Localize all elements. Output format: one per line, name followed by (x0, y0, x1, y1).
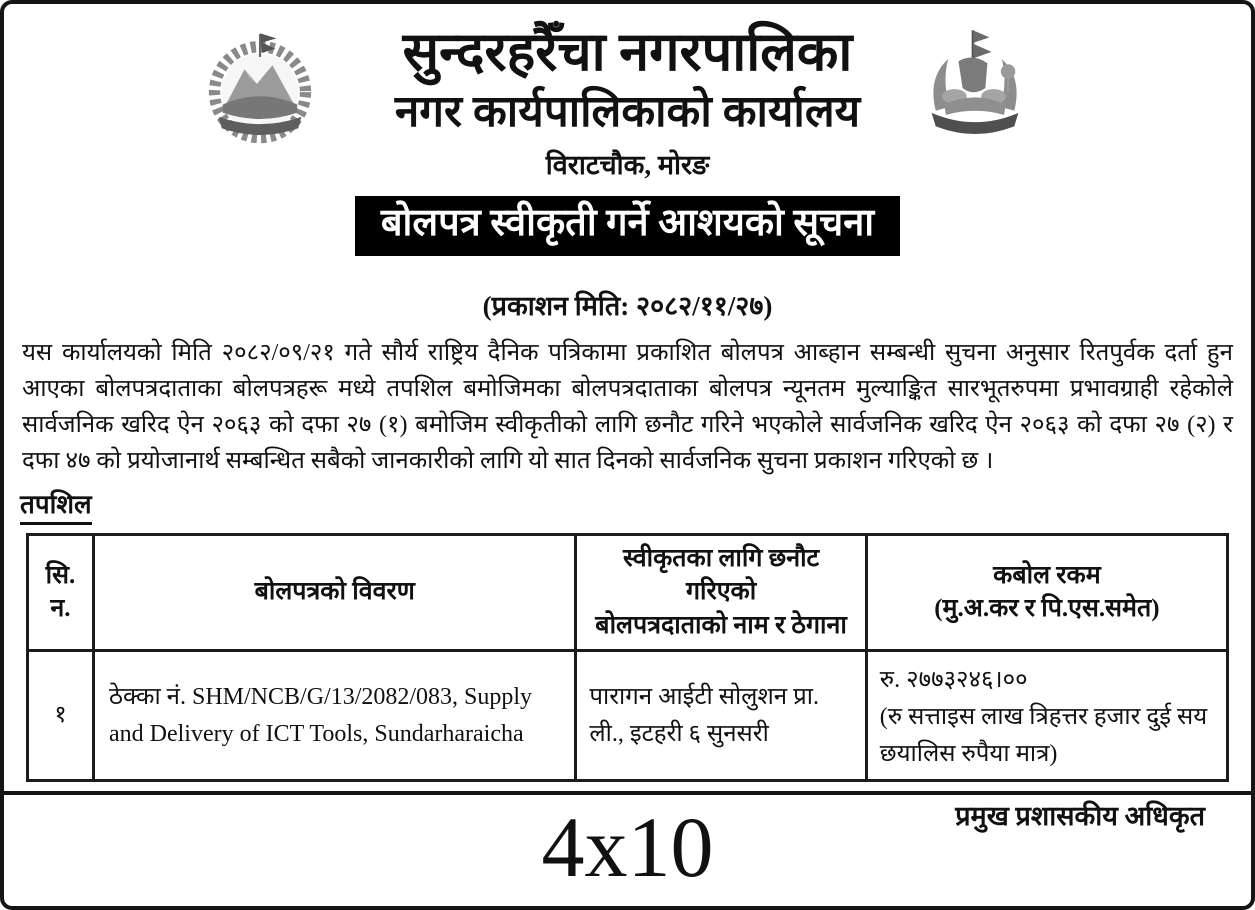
row-amount (866, 650, 1227, 781)
header-amount-line1: कबोल रकम (993, 561, 1101, 589)
print-size-mark: 4x10 (541, 799, 714, 895)
row-amount-words: (रु सत्ताइस लाख त्रिहत्तर हजार दुई सय छयालिस रुपैया मात्र) (879, 704, 1208, 768)
row-amount-figure: रु. २७७३२४६।०० (879, 666, 1028, 693)
notice-header (20, 24, 1235, 256)
header-sn (28, 534, 94, 650)
publication-date: (प्रकाशन मिति: २०८२/११/२७) (482, 290, 773, 321)
office-address: विराटचौक, मोरङ (545, 149, 710, 180)
header-sn-line1: सि. (45, 561, 76, 589)
bid-table (26, 533, 1229, 783)
details-label: तपशिल (20, 485, 92, 525)
header-bidder-line1: स्वीकृतका लागि छनौट गरिएको (622, 544, 820, 606)
municipality-name-title: सुन्दरहरैँचा नगरपालिका (402, 22, 853, 82)
header-description: बोलपत्रको विवरण (94, 534, 576, 650)
nepal-emblem-logo-icon (198, 26, 322, 150)
municipality-emblem-logo-icon (913, 24, 1037, 148)
header-bidder (576, 534, 866, 650)
notice-body-paragraph: यस कार्यालयको मिति २०८२/०९/२१ गते सौर्य राष्ट्रिय दैनिक पत्रिकामा प्रकाशित बोलपत्र आब्हान सम्बन्धी सुचना अनुसार रितपुर्वक दर्ता हुन आएका बोलपत्रदाताका बोलपत्रहरू मध्ये तपशिल बमोजिमका बोलपत्रदाताका बोलपत्र न्यूनतम मुल्याङ्कित सारभूतरुपमा प्रभावग्राही रहेकोले सार्वजनिक खरिद ऐन २०६३ को दफा २७ (१) बमोजिम स्वीकृतीको लागि छनौट गरिने भएकोले सार्वजनिक खरिद ऐन २०६३ को दफा २७ (२) र दफा ४७ को प्रयोजानार्थ सम्बन्धित सबैको जानकारीको लागि यो सात दिनको सार्वजनिक सुचना प्रकाशन गरिएको छ । (22, 339, 1233, 474)
notice-banner-title: बोलपत्र स्वीकृती गर्ने आशयको सूचना (355, 196, 900, 256)
signature-title: प्रमुख प्रशासकीय अधिकृत (955, 801, 1205, 832)
header-bidder-line2: बोलपत्रदाताको नाम र ठेगाना (595, 612, 847, 640)
office-name-title: नगर कार्यपालिकाको कार्यालय (394, 86, 861, 136)
table-header-row (28, 534, 1228, 650)
row-bidder: पारागन आईटी सोलुशन प्रा. ली., इटहरी ६ सुनसरी (576, 650, 866, 781)
row-description: ठेक्का नं. SHM/NCB/G/13/2082/083, Supply and Delivery of ICT Tools, Sundarharaicha (94, 650, 576, 781)
row-sn: १ (28, 650, 94, 781)
header-amount (866, 534, 1227, 650)
header-amount-line2: (मु.अ.कर र पि.एस.समेत) (934, 595, 1160, 623)
header-sn-line2: न. (50, 595, 71, 623)
notice-area (4, 4, 1251, 832)
table-row (28, 650, 1228, 781)
